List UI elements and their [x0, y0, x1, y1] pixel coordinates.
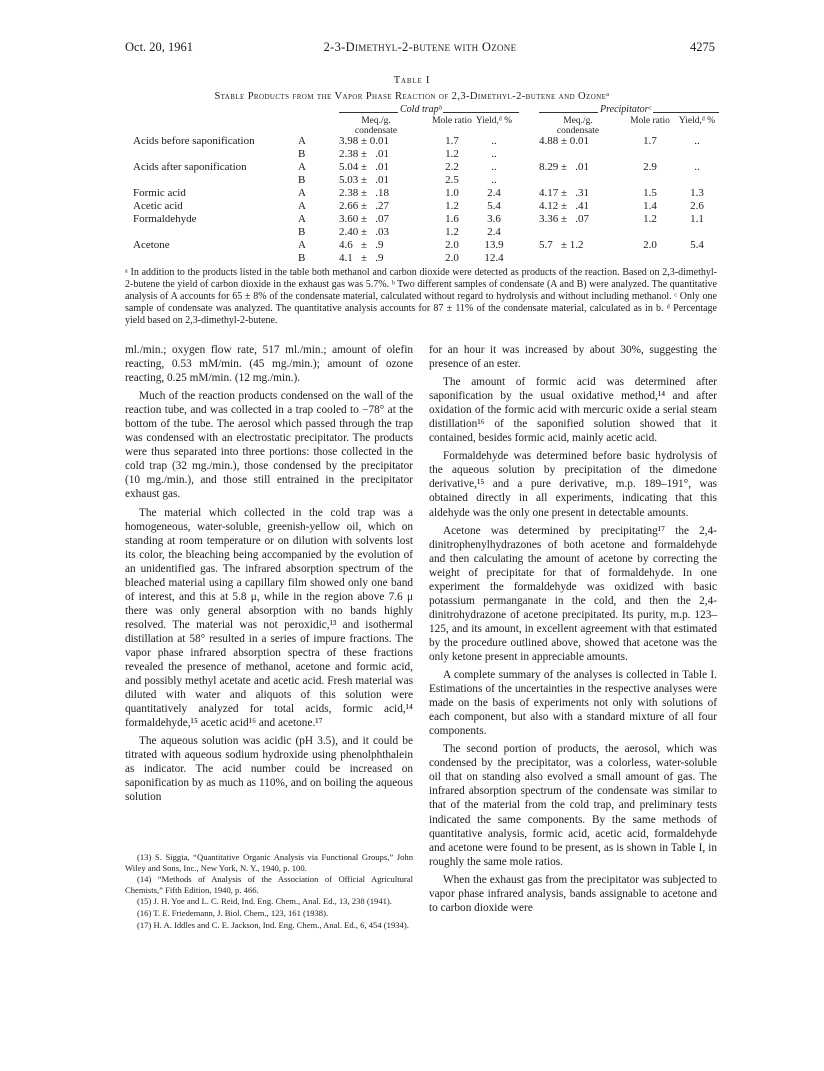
col-header-precip-mole: Mole ratio — [630, 116, 670, 126]
row-precip-meq: 4.17 ± .31 — [539, 187, 590, 199]
row-cold-yield: 3.6 — [487, 213, 501, 225]
table-row — [0, 252, 824, 265]
row-cold-mole: 1.0 — [445, 187, 459, 199]
table-label: Table I — [393, 75, 431, 86]
paragraph: The material which collected in the cold trap was a homogeneous, water-soluble, greenish-yellow oil, which on standing at room temperature or on dilution with solvents lost its color, the bleaching being accompanied by the evolution of an unidentified gas. The infrared absorption spectrum of the bleached material using a capillary film showed only one band of interest, and this at 5.8 μ, while in the region above 7.6 μ there was only general absorption with no bands highly resolved. The material was not peroxidic,¹³ and isothermal distillation at 58° resulted in a series of impure fractions. The vapor phase infrared absorption spectra of these fractions revealed the presence of methanol, acetone and formic acid, and possibly methyl acetate and acetic acid. Fresh material was diluted with water and aliquots of this solution were quantitatively analyzed for total acids, formic acid,¹⁴ formaldehyde,¹⁵ acetic acid¹⁶ and acetone.¹⁷ — [125, 506, 413, 730]
row-cold-meq: 5.03 ± .01 — [339, 174, 390, 186]
row-cold-mole: 2.2 — [445, 161, 459, 173]
col-header-cold-yield: Yield,ᵈ % — [475, 116, 513, 126]
reference-item: (13) S. Siggia, “Quantitative Organic Analysis via Functional Groups,” John Wiley and Sons, Inc., New York, N. Y., 1940, p. 100. — [125, 852, 413, 873]
row-sample: B — [298, 252, 306, 264]
paragraph: The amount of formic acid was determined after saponification by the usual oxidative method,¹⁴ and after oxidation of the formic acid with mercuric oxide a serial steam distillation¹⁶ of the saponified solution showed that it contained, besides formic acid, mainly acetic acid. — [429, 376, 717, 445]
row-precip-yield: 5.4 — [690, 239, 704, 251]
row-cold-meq: 4.1 ± .9 — [339, 252, 384, 264]
paragraph: When the exhaust gas from the precipitator was subjected to vapor phase infrared analysis, bands assignable to acetone and to carbon dioxide were — [429, 873, 717, 914]
row-precip-yield: 1.3 — [690, 187, 704, 199]
table-row — [0, 174, 824, 187]
row-sample: A — [298, 239, 306, 251]
reference-item: (16) T. E. Friedemann, J. Biol. Chem., 123, 161 (1938). — [137, 907, 329, 918]
paragraph: The aqueous solution was acidic (pH 3.5), and it could be titrated with aqueous sodium hydroxide using phenolphthalein as indicator. The acid number could be increased on saponification by as much as 110%, and on boiling the aqueous solution — [125, 735, 413, 804]
paragraph: Acetone was determined by precipitating¹⁷ the 2,4-dinitrophenylhydrazones of both acetone and formaldehyde and then calculating the amount of acetone by correcting the weight of precipitate for that of formaldehyde. In one experiment the formaldehyde was oxidized with basic potassium permanganate in the cold, and then the 2,4-dinitrohydrazone of acetone precipitated. Its purity, m.p. 123–125, and its amount, in excellent agreement with that estimated by the procedure outlined above, showed that acetone was the only ketone present in appreciable amounts. — [429, 524, 717, 663]
row-sample: A — [298, 187, 306, 199]
reference-item: (17) H. A. Iddles and C. E. Jackson, Ind. Eng. Chem., Anal. Ed., 6, 454 (1934). — [137, 919, 409, 930]
row-cold-mole: 2.5 — [445, 174, 459, 186]
table-footnotes: ᵃ In addition to the products listed in the table both methanol and carbon dioxide were detected as products of the reaction. Based on 2,3-dimethyl-2-butene the yield of carbon dioxide in the exhaust gas was 5.7%. ᵇ Two different samples of condensate (A and B) were analyzed. The quantitative analysis of A accounts for 65 ± 8% of the condensate material, calculated without regard to hydrolysis and without including methanol. ᶜ Only one sample of condensate was analyzed. The quantitative analysis accounts for 87 ± 11% of the condensate material, calculated as in b. ᵈ Percentage yield based on 2,3-dimethyl-2-butene. — [125, 267, 717, 326]
row-name: Acetic acid — [133, 200, 183, 212]
row-name: Acids before saponification — [133, 135, 255, 147]
row-cold-yield: 13.9 — [484, 239, 504, 251]
right-column — [429, 343, 717, 919]
page-number: 4275 — [690, 40, 715, 54]
table-row — [0, 226, 824, 239]
row-cold-yield: 2.4 — [487, 226, 501, 238]
row-precip-mole: 1.2 — [643, 213, 657, 225]
row-cold-yield: .. — [491, 148, 497, 160]
references — [125, 852, 413, 931]
row-precip-meq: 4.88 ± 0.01 — [539, 135, 590, 147]
row-name: Acetone — [133, 239, 170, 251]
paragraph: Formaldehyde was determined before basic hydrolysis of the aqueous solution by precipitation of the dimedone derivative,¹⁵ and a pure derivative, m.p. 189–191°, was obtained directly in all experiments, indicating that this aldehyde was the only one present in detectable amounts. — [429, 450, 717, 519]
table-row — [0, 213, 824, 226]
row-cold-meq: 2.38 ± .01 — [339, 148, 390, 160]
table-row — [0, 148, 824, 161]
row-sample: B — [298, 174, 306, 186]
row-precip-mole: 2.0 — [643, 239, 657, 251]
row-cold-meq: 4.6 ± .9 — [339, 239, 384, 251]
row-precip-meq: 3.36 ± .07 — [539, 213, 590, 225]
row-cold-yield: 12.4 — [484, 252, 504, 264]
row-cold-mole: 2.0 — [445, 239, 459, 251]
row-precip-yield: 2.6 — [690, 200, 704, 212]
precipitator-group-label: Precipitatorᶜ — [600, 104, 652, 115]
row-precip-yield: .. — [694, 161, 700, 173]
row-cold-mole: 1.7 — [445, 135, 459, 147]
col-header-precip-meq: Meq./g. condensate — [556, 116, 600, 136]
row-sample: A — [298, 161, 306, 173]
row-cold-meq: 5.04 ± .01 — [339, 161, 390, 173]
paragraph: ml./min.; oxygen flow rate, 517 ml./min.; amount of olefin reacting, 0.53 mM/min. (45 mg./min.); amount of ozone reacting, 0.25 mM/min. (12 mg./min.). — [125, 344, 413, 385]
row-precip-mole: 1.4 — [643, 200, 657, 212]
table-row — [0, 187, 824, 200]
row-precip-meq: 5.7 ± 1.2 — [539, 239, 584, 251]
paragraph: Much of the reaction products condensed on the wall of the reaction tube, and was collected in a trap cooled to −78° at the bottom of the tube. The aerosol which passed through the trap was condensed with an electrostatic precipitator. The products were thus separated into three portions: those collected in the cold trap (32 mg./min.), those condensed by the precipitator (10 mg./min.), and those still entrained in the precipitator exhaust gas. — [125, 390, 413, 501]
col-header-cold-mole: Mole ratio — [432, 116, 472, 126]
row-cold-mole: 2.0 — [445, 252, 459, 264]
row-precip-yield: 1.1 — [690, 213, 704, 225]
row-sample: B — [298, 226, 306, 238]
row-precip-yield: .. — [694, 135, 700, 147]
reference-item: (14) “Methods of Analysis of the Association of Official Agricultural Chemists,” Fifth Edition, 1940, p. 466. — [125, 874, 413, 895]
row-cold-yield: .. — [491, 161, 497, 173]
row-name: Acids after saponification — [133, 161, 247, 173]
table-caption: Stable Products from the Vapor Phase Reaction of 2,3-Dimethyl-2-butene and Ozoneᵃ — [214, 91, 610, 102]
table-row — [0, 161, 824, 174]
col-header-precip-yield: Yield,ᵈ % — [678, 116, 716, 126]
row-cold-mole: 1.2 — [445, 148, 459, 160]
reference-item: (15) J. H. Yoe and L. C. Reid, Ind. Eng. Chem., Anal. Ed., 13, 238 (1941). — [137, 896, 392, 907]
row-precip-mole: 1.5 — [643, 187, 657, 199]
row-precip-mole: 2.9 — [643, 161, 657, 173]
row-cold-yield: 2.4 — [487, 187, 501, 199]
paragraph: The second portion of products, the aerosol, which was condensed by the precipitator, was a colorless, water-soluble oil that on standing also evolved a small amount of gas. The infrared absorption spectrum of the condensate was similar to that of the material from the cold trap, and preliminary tests indicated the same components. By the same methods of quantitative analysis, formic acid, acetic acid, formaldehyde and acetone were found to be present, as is shown in Table I, in roughly the same mole ratios. — [429, 743, 717, 868]
row-cold-meq: 2.40 ± .03 — [339, 226, 390, 238]
table-row — [0, 200, 824, 213]
header-date: Oct. 20, 1961 — [125, 40, 194, 54]
running-header — [125, 40, 715, 56]
row-name: Formaldehyde — [133, 213, 197, 225]
row-cold-yield: 5.4 — [487, 200, 501, 212]
row-sample: A — [298, 213, 306, 225]
row-name: Formic acid — [133, 187, 186, 199]
row-cold-meq: 2.66 ± .27 — [339, 200, 390, 212]
left-column — [125, 343, 413, 809]
header-title: 2-3-Dimethyl-2-butene with Ozone — [323, 40, 517, 54]
row-sample: B — [298, 148, 306, 160]
row-cold-meq: 3.98 ± 0.01 — [339, 135, 390, 147]
table-row — [0, 135, 824, 148]
row-precip-meq: 4.12 ± .41 — [539, 200, 590, 212]
row-sample: A — [298, 135, 306, 147]
paragraph: for an hour it was increased by about 30%, suggesting the presence of an ester. — [429, 344, 717, 371]
row-cold-mole: 1.6 — [445, 213, 459, 225]
row-cold-yield: .. — [491, 174, 497, 186]
row-cold-mole: 1.2 — [445, 200, 459, 212]
table-row — [0, 239, 824, 252]
row-sample: A — [298, 200, 306, 212]
row-cold-mole: 1.2 — [445, 226, 459, 238]
cold-trap-group-label: Cold trapᵇ — [400, 104, 442, 115]
row-precip-meq: 8.29 ± .01 — [539, 161, 590, 173]
paragraph: A complete summary of the analyses is collected in Table I. Estimations of the uncertainties in the respective analyses were made on the basis of experiments not only with solutions of each component, but also with a standard mixture of all four components. — [429, 669, 717, 738]
row-cold-meq: 3.60 ± .07 — [339, 213, 390, 225]
row-cold-yield: .. — [491, 135, 497, 147]
col-header-cold-meq: Meq./g. condensate — [354, 116, 398, 136]
row-cold-meq: 2.38 ± .18 — [339, 187, 390, 199]
row-precip-mole: 1.7 — [643, 135, 657, 147]
